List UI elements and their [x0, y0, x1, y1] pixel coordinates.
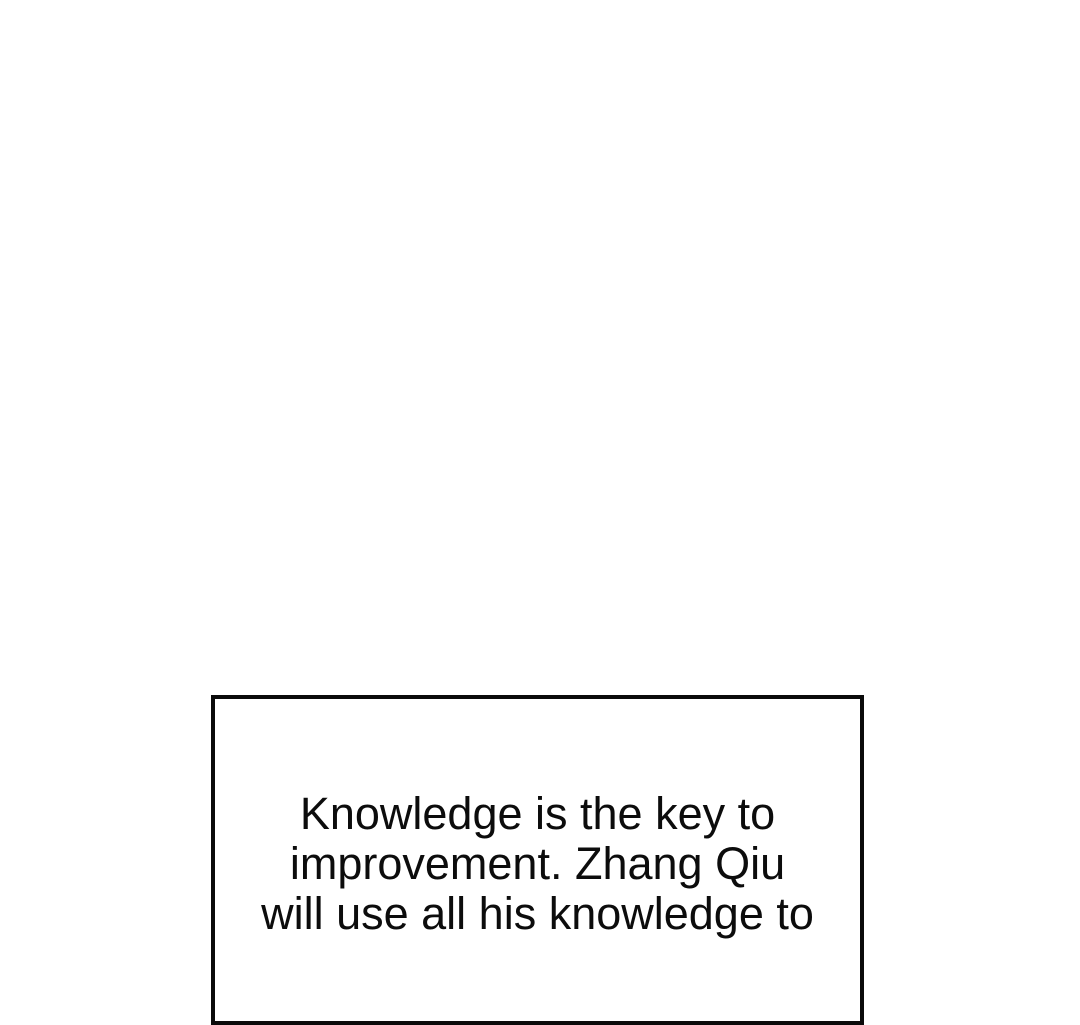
narration-line-1: Knowledge is the key to	[299, 788, 776, 839]
narration-line-2: improvement. Zhang Qiu	[289, 838, 786, 889]
narration-line-3-clipped: will use all his knowledge to	[261, 888, 814, 939]
narration-text-block	[215, 789, 860, 939]
narration-caption-box	[211, 695, 864, 1025]
